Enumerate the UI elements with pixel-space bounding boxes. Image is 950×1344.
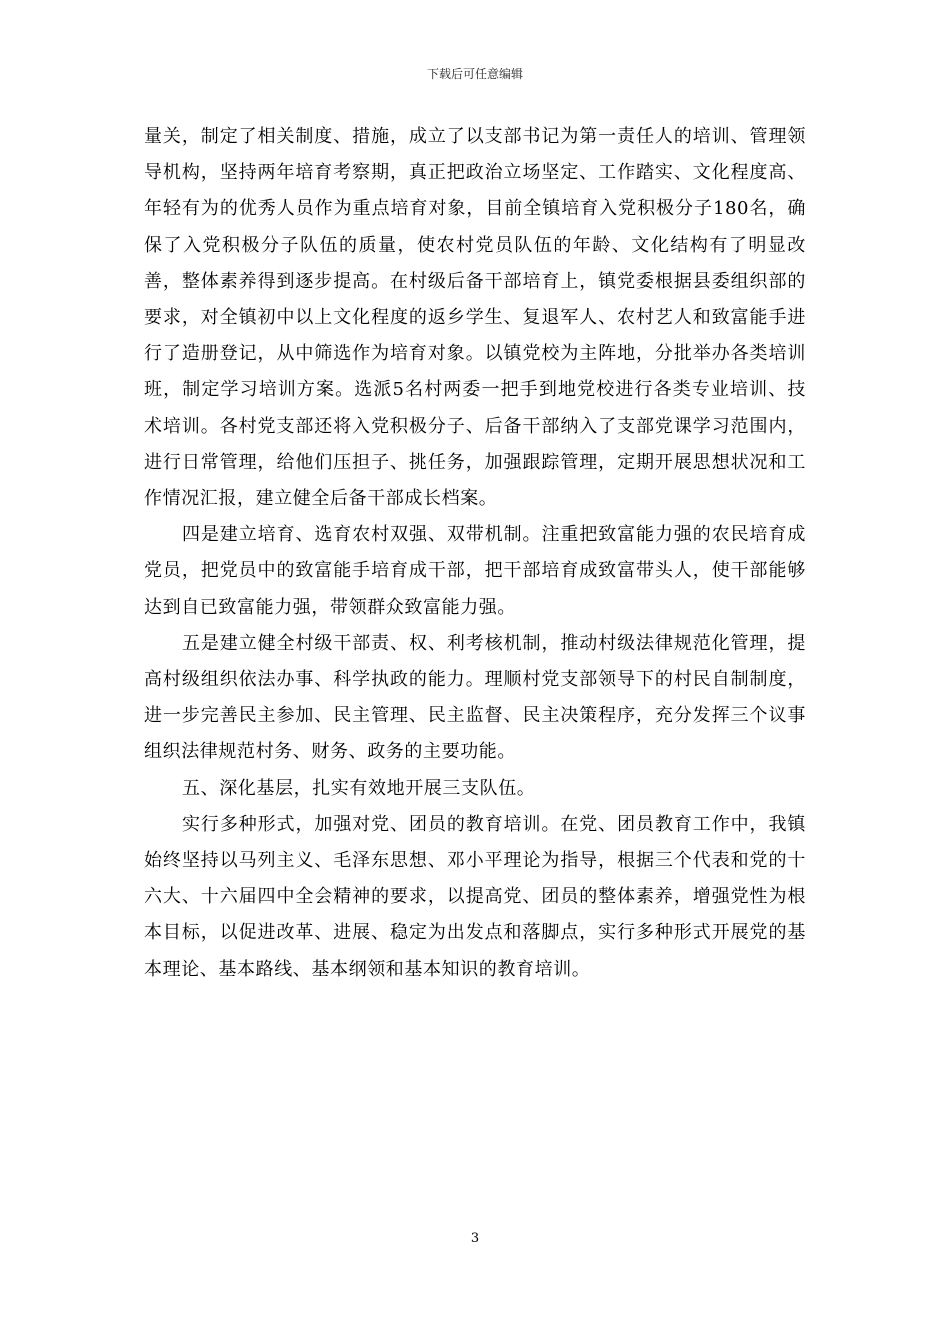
paragraph-assessment-mechanism: 五是建立健全村级干部责、权、利考核机制，推动村级法律规范化管理，提高村级组织依法办事、科学执政的能力。理顺村党支部领导下的村民自制制度，进一步完善民主参加、民主管理、民主监督、民主决策程序，充分发挥三个议事组织法律规范村务、财务、政务的主要功能。 bbox=[144, 632, 806, 763]
header-note: 下载后可任意编辑 bbox=[426, 67, 523, 81]
paragraph-continuation: 量关，制定了相关制度、措施，成立了以支部书记为第一责任人的培训、管理领导机构，坚持两年培育考察期，真正把政治立场坚定、工作踏实、文化程度高、年轻有为的优秀人员作为重点培育对象，目前全镇培育入党积极分子180名，确保了入党积极分子队伍的质量，使农村党员队伍的年龄、文化结构有了明显改善，整体素养得到逐步提高。在村级后备干部培育上，镇党委根据县委组织部的要求，对全镇初中以上文化程度的返乡学生、复退军人、农村艺人和致富能手进行了造册登记，从中筛选作为培育对象。以镇党校为主阵地，分批举办各类培训班，制定学习培训方案。选派5名村两委一把手到地党校进行各类专业培训、技术培训。各村党支部还将入党积极分子、后备干部纳入了支部党课学习范围内，进行日常管理，给他们压担子、挑任务，加强跟踪管理，定期开展思想状况和工作情况汇报，建立健全后备干部成长档案。 bbox=[144, 126, 806, 510]
page-number: 3 bbox=[470, 1231, 480, 1246]
document-body bbox=[144, 119, 806, 988]
paragraph-dual-mechanism: 四是建立培育、选育农村双强、双带机制。注重把致富能力强的农民培育成党员，把党员中的致富能手培育成干部，把干部培育成致富带头人，使干部能够达到自已致富能力强，带领群众致富能力强。 bbox=[144, 524, 806, 618]
paragraph-education-training: 实行多种形式，加强对党、团员的教育培训。在党、团员教育工作中，我镇始终坚持以马列主义、毛泽东思想、邓小平理论为指导，根据三个代表和党的十六大、十六届四中全会精神的要求，以提高党、团员的整体素养，增强党性为根本目标，以促进改革、进展、稳定为出发点和落脚点，实行多种形式开展党的基本理论、基本路线、基本纲领和基本知识的教育培训。 bbox=[144, 813, 806, 980]
section-heading: 五、深化基层，扎实有效地开展三支队伍。 bbox=[182, 777, 536, 799]
